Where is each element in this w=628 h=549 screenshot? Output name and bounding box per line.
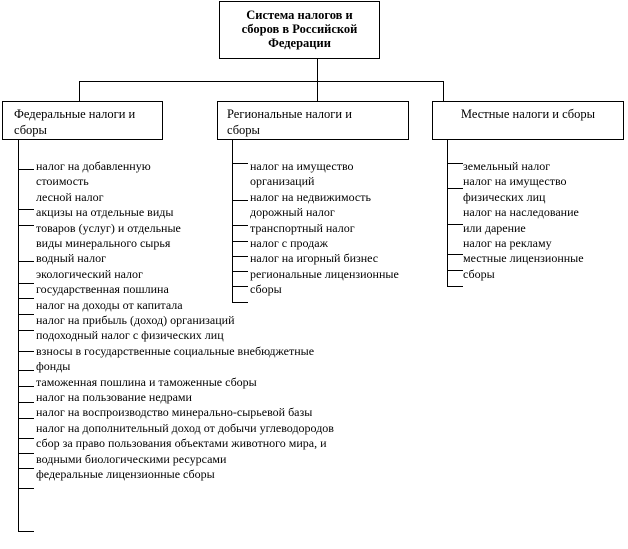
list-item: налог на воспроизводство минерально-сырьевой базы	[36, 405, 313, 420]
list-item: таможенная пошлина и таможенные сборы	[36, 374, 257, 389]
list-item: федеральные лицензионные сборы	[36, 467, 215, 481]
root-title-line: сборов в Российской	[241, 22, 358, 36]
list-item: налог на добавленную	[36, 159, 151, 173]
tick-mark	[18, 209, 34, 210]
tick-mark	[447, 188, 463, 189]
list-item: налог на имущество	[250, 159, 354, 173]
category-federal	[2, 101, 163, 140]
list-item: водными биологическими ресурсами	[36, 451, 227, 466]
tick-mark	[18, 169, 34, 170]
list-item: взносы в государственные социальные внебюджетные	[36, 343, 315, 358]
category-title: сборы	[227, 123, 260, 137]
branch-reg	[317, 81, 318, 101]
list-item: налог на прибыль (доход) организаций	[36, 313, 235, 327]
list-item: налог на рекламу	[463, 236, 552, 250]
tick-mark	[232, 302, 248, 303]
tick-mark	[18, 468, 34, 469]
tick-mark	[232, 271, 248, 272]
root-stem	[317, 59, 318, 81]
list-item: водный налог	[36, 251, 107, 266]
list-item: налог на доходы от капитала	[36, 297, 183, 312]
tick-mark	[232, 163, 248, 164]
list-item: налог с продаж	[250, 236, 328, 250]
tick-mark	[447, 254, 463, 255]
list-item: физических лиц	[463, 189, 546, 204]
list-item: лесной налог	[36, 189, 104, 204]
list-item: сборы	[463, 266, 495, 281]
list-item: дорожный налог	[250, 205, 335, 220]
list-item: сбор за право пользования объектами животного мира, и	[36, 436, 327, 451]
list-item: земельный налог	[463, 159, 551, 173]
tick-mark	[18, 438, 34, 439]
tick-mark	[18, 314, 34, 315]
category-title: Местные налоги и сборы	[460, 107, 596, 121]
tick-mark	[447, 286, 463, 287]
branch-fed	[79, 81, 80, 101]
tick-mark	[18, 402, 34, 403]
list-item: стоимость	[36, 174, 89, 189]
list-item: местные лицензионные	[463, 251, 584, 266]
list-item: налог на игорный бизнес	[250, 251, 379, 266]
tick-mark	[232, 241, 248, 242]
tick-mark	[18, 386, 34, 387]
tick-mark	[18, 261, 34, 262]
list-item: виды минерального сырья	[36, 236, 171, 250]
list-item: налог на пользование недрами	[36, 390, 192, 404]
tick-mark	[18, 370, 34, 371]
list-item: государственная пошлина	[36, 282, 169, 297]
list-item: налог на имущество	[463, 174, 567, 189]
category-regional	[217, 101, 409, 140]
list-item: налог на дополнительный доход от добычи углеводородов	[36, 420, 334, 435]
list-item: региональные лицензионные	[250, 266, 399, 281]
tick-mark	[18, 298, 34, 299]
list-item: фонды	[36, 359, 71, 374]
list-item: налог на недвижимость	[250, 189, 371, 204]
branch-loc	[443, 81, 444, 101]
list-item: экологический налог	[36, 266, 143, 281]
list-item: подоходный налог с физических лиц	[36, 328, 224, 343]
tick-mark	[18, 453, 34, 454]
list-item: товаров (услуг) и отдельные	[36, 220, 181, 235]
tick-mark	[447, 270, 463, 271]
tick-mark	[18, 351, 34, 352]
list-item: акцизы на отдельные виды	[36, 205, 174, 220]
list-item: транспортный налог	[250, 220, 355, 235]
category-title: Федеральные налоги и сборы	[14, 107, 136, 137]
spine-federal	[18, 140, 19, 532]
tick-mark	[232, 200, 248, 201]
branch-bar	[79, 81, 444, 82]
tick-mark	[18, 225, 34, 226]
tick-mark	[18, 488, 34, 489]
root-title-line: Система налогов и	[246, 8, 353, 22]
tick-mark	[18, 531, 34, 532]
tick-mark	[18, 283, 34, 284]
category-title: Региональные налоги и	[227, 107, 352, 121]
tick-mark	[232, 286, 248, 287]
tick-mark	[232, 225, 248, 226]
list-item: или дарение	[463, 220, 526, 235]
tick-mark	[18, 330, 34, 331]
list-item: налог на наследование	[463, 205, 579, 220]
tick-mark	[447, 163, 463, 164]
root-node	[219, 1, 380, 59]
category-local	[432, 101, 624, 140]
tick-mark	[18, 418, 34, 419]
spine-regional	[232, 140, 233, 303]
tick-mark	[447, 224, 463, 225]
root-title-line: Федерации	[268, 36, 331, 50]
spine-local	[447, 140, 448, 286]
list-item: организаций	[250, 174, 315, 189]
list-item: сборы	[250, 282, 282, 297]
tick-mark	[232, 256, 248, 257]
